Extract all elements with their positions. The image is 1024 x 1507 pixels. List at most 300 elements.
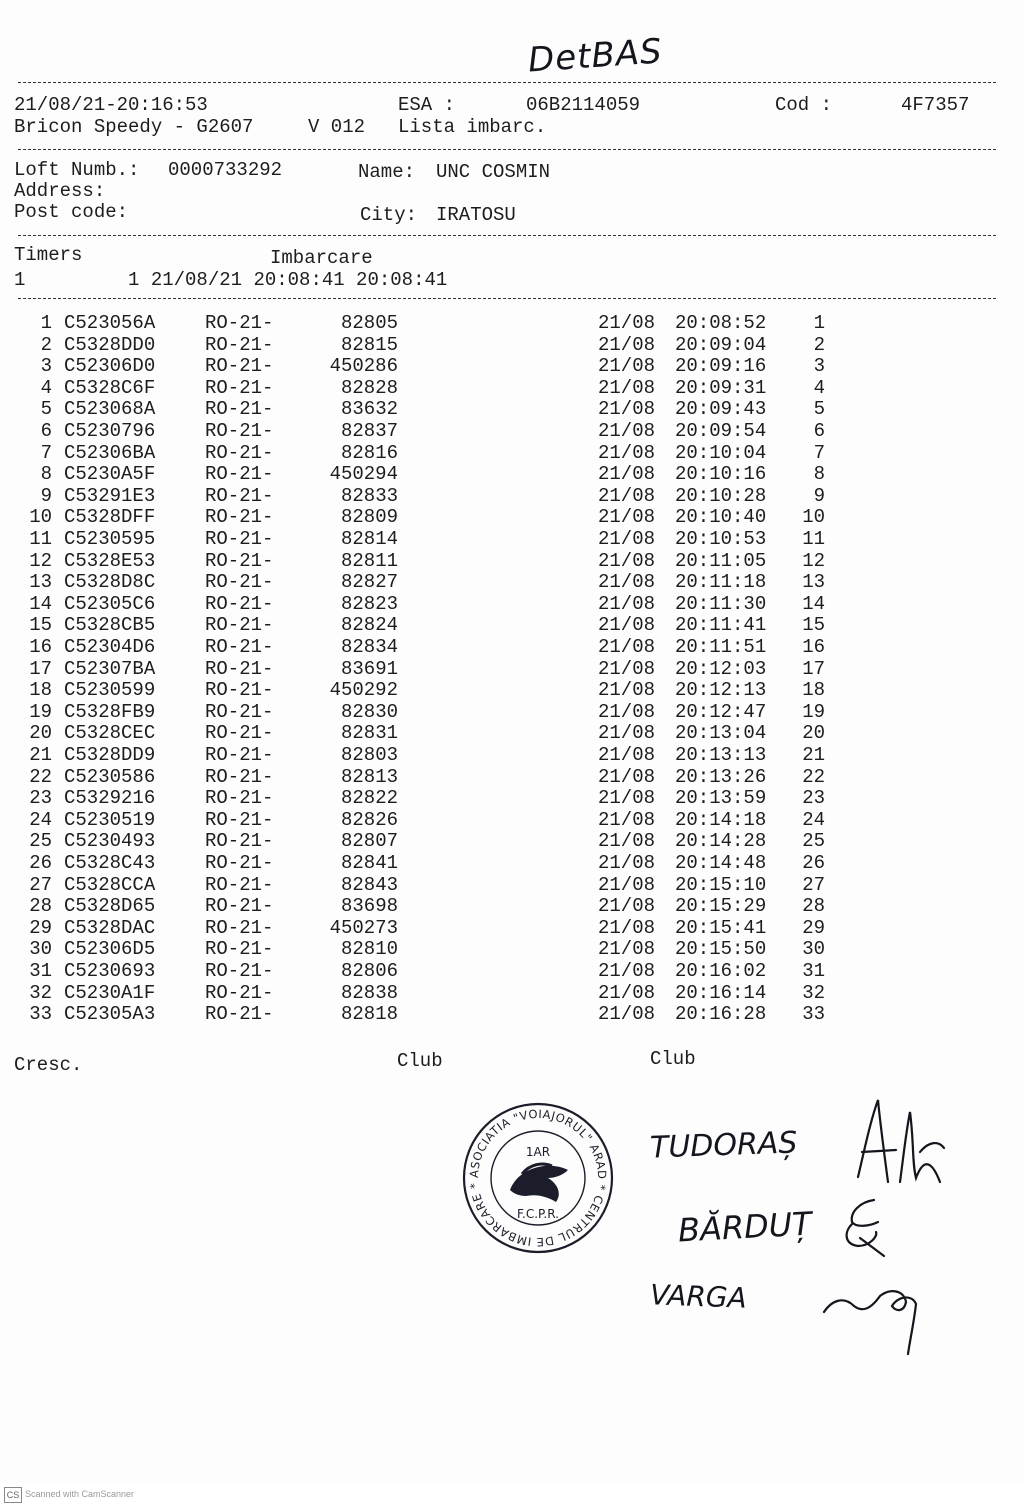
table-row xyxy=(0,831,1024,853)
basketing-date: 21/08 xyxy=(598,420,656,442)
basketing-date: 21/08 xyxy=(598,636,656,658)
table-row xyxy=(0,507,1024,529)
ring-number: 83632 xyxy=(340,398,398,421)
rank-number: 30 xyxy=(802,938,825,961)
post-code-label: Post code: xyxy=(14,201,129,223)
basketing-time: 20:15:29 xyxy=(675,895,767,918)
ring-prefix: RO-21- xyxy=(205,376,274,399)
table-row xyxy=(0,745,1024,767)
row-number: 24 xyxy=(29,808,52,831)
table-row xyxy=(0,637,1024,659)
ring-code: C5230599 xyxy=(64,679,156,702)
basketing-time: 20:13:13 xyxy=(675,744,767,766)
basketing-time: 20:09:04 xyxy=(675,333,767,356)
ring-code: C5328D65 xyxy=(64,895,156,918)
ring-prefix: RO-21- xyxy=(205,765,274,788)
rank-number: 10 xyxy=(802,506,825,529)
ring-code: C5328FB9 xyxy=(64,700,156,723)
rank-number: 27 xyxy=(802,873,825,896)
table-row xyxy=(0,464,1024,486)
rank-number: 2 xyxy=(813,333,825,356)
cod-value: 4F7357 xyxy=(901,94,970,116)
basketing-time: 20:13:59 xyxy=(675,787,767,810)
basketing-time: 20:10:28 xyxy=(675,484,767,507)
ring-code: C53291E3 xyxy=(64,484,156,507)
row-number: 3 xyxy=(40,355,52,378)
basketing-date: 21/08 xyxy=(598,960,656,982)
basketing-time: 20:08:52 xyxy=(675,312,767,334)
ring-number: 82824 xyxy=(340,614,398,637)
basketing-date: 21/08 xyxy=(598,333,656,356)
basketing-date: 21/08 xyxy=(598,398,656,421)
basketing-time: 20:11:41 xyxy=(675,614,767,637)
basketing-date: 21/08 xyxy=(598,700,656,723)
basketing-date: 21/08 xyxy=(598,376,656,399)
svg-text:1AR: 1AR xyxy=(525,1145,551,1159)
basketing-date: 21/08 xyxy=(598,744,656,766)
city-label: City: xyxy=(360,204,418,226)
ring-code: C5328CEC xyxy=(64,722,156,745)
esa-label: ESA : xyxy=(398,94,456,116)
table-row xyxy=(0,702,1024,724)
rank-number: 19 xyxy=(802,700,825,723)
rank-number: 18 xyxy=(802,679,825,702)
rank-number: 17 xyxy=(802,657,825,680)
basketing-date: 21/08 xyxy=(598,765,656,788)
rank-number: 22 xyxy=(802,765,825,788)
basketing-date: 21/08 xyxy=(598,916,656,939)
table-row xyxy=(0,615,1024,637)
ring-number: 82815 xyxy=(340,333,398,356)
rank-number: 28 xyxy=(802,895,825,918)
ring-prefix: RO-21- xyxy=(205,895,274,918)
rank-number: 21 xyxy=(802,744,825,766)
table-row xyxy=(0,378,1024,400)
basketing-time: 20:12:13 xyxy=(675,679,767,702)
ring-prefix: RO-21- xyxy=(205,1003,274,1026)
basketing-time: 20:11:51 xyxy=(675,636,767,658)
basketing-time: 20:13:26 xyxy=(675,765,767,788)
device-version: V 012 xyxy=(308,116,366,138)
ring-prefix: RO-21- xyxy=(205,312,274,334)
camscanner-logo: CS xyxy=(4,1487,22,1503)
ring-code: C52307BA xyxy=(64,657,156,680)
ring-code: C5328D8C xyxy=(64,571,156,594)
table-row xyxy=(0,788,1024,810)
ring-prefix: RO-21- xyxy=(205,333,274,356)
basketing-date: 21/08 xyxy=(598,852,656,874)
ring-code: C5329216 xyxy=(64,787,156,810)
rank-number: 11 xyxy=(802,528,825,550)
ring-code: C52306BA xyxy=(64,441,156,464)
ring-code: C5328DFF xyxy=(64,506,156,529)
table-row xyxy=(0,421,1024,443)
basketing-date: 21/08 xyxy=(598,873,656,896)
rank-number: 13 xyxy=(802,571,825,594)
ring-prefix: RO-21- xyxy=(205,916,274,939)
table-row xyxy=(0,896,1024,918)
ring-code: C5328DD9 xyxy=(64,744,156,766)
list-title: Lista imbarc. xyxy=(398,116,547,138)
ring-prefix: RO-21- xyxy=(205,571,274,594)
ring-number: 82807 xyxy=(340,830,398,853)
basketing-time: 20:11:05 xyxy=(675,549,767,572)
city-value: IRATOSU xyxy=(436,204,516,226)
row-number: 17 xyxy=(29,657,52,680)
basketing-date: 21/08 xyxy=(598,1003,656,1026)
row-number: 10 xyxy=(29,506,52,529)
ring-prefix: RO-21- xyxy=(205,830,274,853)
ring-number: 83691 xyxy=(340,657,398,680)
row-number: 19 xyxy=(29,700,52,723)
cresc-label: Cresc. xyxy=(14,1054,83,1076)
ring-number: 82841 xyxy=(340,852,398,874)
basketing-date: 21/08 xyxy=(598,614,656,637)
basketing-date: 21/08 xyxy=(598,981,656,1004)
row-number: 14 xyxy=(29,592,52,615)
rank-number: 23 xyxy=(802,787,825,810)
ring-prefix: RO-21- xyxy=(205,420,274,442)
ring-prefix: RO-21- xyxy=(205,960,274,982)
basketing-date: 21/08 xyxy=(598,506,656,529)
ring-code: C523068A xyxy=(64,398,156,421)
row-number: 25 xyxy=(29,830,52,853)
ring-prefix: RO-21- xyxy=(205,592,274,615)
row-number: 22 xyxy=(29,765,52,788)
ring-code: C5328C43 xyxy=(64,852,156,874)
ring-prefix: RO-21- xyxy=(205,722,274,745)
ring-number: 82809 xyxy=(340,506,398,529)
ring-number: 82828 xyxy=(340,376,398,399)
row-number: 26 xyxy=(29,852,52,874)
basketing-time: 20:16:02 xyxy=(675,960,767,982)
scanner-footer-strip xyxy=(0,1484,1024,1507)
ring-prefix: RO-21- xyxy=(205,657,274,680)
row-number: 8 xyxy=(40,463,52,486)
timers-label: Timers xyxy=(14,244,83,266)
ring-prefix: RO-21- xyxy=(205,744,274,766)
ring-code: C5230796 xyxy=(64,420,156,442)
table-row xyxy=(0,853,1024,875)
rank-number: 4 xyxy=(813,376,825,399)
ring-number: 450273 xyxy=(329,916,398,939)
basketing-date: 21/08 xyxy=(598,787,656,810)
divider xyxy=(18,82,996,83)
ring-prefix: RO-21- xyxy=(205,484,274,507)
table-row xyxy=(0,767,1024,789)
basketing-time: 20:14:48 xyxy=(675,852,767,874)
basketing-time: 20:11:18 xyxy=(675,571,767,594)
owner-name: UNC COSMIN xyxy=(436,161,551,183)
table-row xyxy=(0,723,1024,745)
address-label: Address: xyxy=(14,180,106,202)
signature-name-2: BĂRDUȚ xyxy=(677,1204,813,1250)
row-number: 21 xyxy=(29,744,52,766)
row-number: 33 xyxy=(29,1003,52,1026)
basketing-time: 20:09:16 xyxy=(675,355,767,378)
club-label-2: Club xyxy=(650,1048,696,1070)
table-row xyxy=(0,659,1024,681)
rank-number: 8 xyxy=(813,463,825,486)
table-row xyxy=(0,443,1024,465)
ring-number: 82816 xyxy=(340,441,398,464)
svg-text:ASOCIATIA "VOIAJORUL" ARAD * C: ASOCIATIA "VOIAJORUL" ARAD * CENTRUL DE IMBARCARE * xyxy=(466,1106,610,1250)
rank-number: 12 xyxy=(802,549,825,572)
basketing-date: 21/08 xyxy=(598,549,656,572)
table-row xyxy=(0,961,1024,983)
basketing-time: 20:14:28 xyxy=(675,830,767,853)
row-number: 16 xyxy=(29,636,52,658)
row-number: 32 xyxy=(29,981,52,1004)
rank-number: 3 xyxy=(813,355,825,378)
rank-number: 15 xyxy=(802,614,825,637)
rank-number: 20 xyxy=(802,722,825,745)
ring-code: C5230693 xyxy=(64,960,156,982)
ring-prefix: RO-21- xyxy=(205,808,274,831)
basketing-time: 20:09:31 xyxy=(675,376,767,399)
ring-prefix: RO-21- xyxy=(205,938,274,961)
ring-prefix: RO-21- xyxy=(205,636,274,658)
ring-prefix: RO-21- xyxy=(205,549,274,572)
ring-number: 82827 xyxy=(340,571,398,594)
rank-number: 26 xyxy=(802,852,825,874)
table-row xyxy=(0,594,1024,616)
ring-prefix: RO-21- xyxy=(205,852,274,874)
esa-value: 06B2114059 xyxy=(526,94,641,116)
ring-code: C5230519 xyxy=(64,808,156,831)
basketing-time: 20:10:40 xyxy=(675,506,767,529)
rank-number: 33 xyxy=(802,1003,825,1026)
basketing-date: 21/08 xyxy=(598,592,656,615)
divider xyxy=(18,149,996,150)
ring-number: 82833 xyxy=(340,484,398,507)
loft-number: 0000733292 xyxy=(168,159,283,181)
name-label: Name: xyxy=(358,161,416,183)
table-row xyxy=(0,399,1024,421)
basketing-date: 21/08 xyxy=(598,830,656,853)
basketing-time: 20:12:03 xyxy=(675,657,767,680)
basketing-time: 20:09:43 xyxy=(675,398,767,421)
row-number: 1 xyxy=(40,312,52,334)
ring-prefix: RO-21- xyxy=(205,787,274,810)
table-row xyxy=(0,572,1024,594)
ring-code: C5230595 xyxy=(64,528,156,550)
ring-number: 82837 xyxy=(340,420,398,442)
ring-number: 82805 xyxy=(340,312,398,334)
ring-code: C5230586 xyxy=(64,765,156,788)
rank-number: 16 xyxy=(802,636,825,658)
ring-prefix: RO-21- xyxy=(205,873,274,896)
ring-number: 82826 xyxy=(340,808,398,831)
basketing-time: 20:16:28 xyxy=(675,1003,767,1026)
imbarcare-label: Imbarcare xyxy=(270,247,373,269)
ring-number: 450294 xyxy=(329,463,398,486)
ring-number: 82813 xyxy=(340,765,398,788)
basketing-time: 20:16:14 xyxy=(675,981,767,1004)
ring-code: C523056A xyxy=(64,312,156,334)
row-number: 13 xyxy=(29,571,52,594)
basketing-date: 21/08 xyxy=(598,441,656,464)
basketing-date: 21/08 xyxy=(598,571,656,594)
ring-number: 82810 xyxy=(340,938,398,961)
signature-mark-2 xyxy=(830,1192,900,1262)
basketing-time: 20:10:04 xyxy=(675,441,767,464)
ring-code: C52305C6 xyxy=(64,592,156,615)
ring-prefix: RO-21- xyxy=(205,614,274,637)
basketing-time: 20:15:41 xyxy=(675,916,767,939)
ring-code: C5230A1F xyxy=(64,981,156,1004)
ring-number: 82818 xyxy=(340,1003,398,1026)
ring-number: 82831 xyxy=(340,722,398,745)
basketing-date: 21/08 xyxy=(598,355,656,378)
rank-number: 25 xyxy=(802,830,825,853)
ring-number: 82823 xyxy=(340,592,398,615)
ring-number: 82803 xyxy=(340,744,398,766)
row-number: 28 xyxy=(29,895,52,918)
row-number: 15 xyxy=(29,614,52,637)
basketing-time: 20:15:50 xyxy=(675,938,767,961)
rank-number: 9 xyxy=(813,484,825,507)
basketing-time: 20:09:54 xyxy=(675,420,767,442)
ring-number: 82843 xyxy=(340,873,398,896)
ring-code: C5230493 xyxy=(64,830,156,853)
ring-prefix: RO-21- xyxy=(205,700,274,723)
ring-number: 82811 xyxy=(340,549,398,572)
ring-number: 83698 xyxy=(340,895,398,918)
device-name: Bricon Speedy - G2607 xyxy=(14,116,254,138)
basketing-time: 20:12:47 xyxy=(675,700,767,723)
table-row xyxy=(0,680,1024,702)
table-row xyxy=(0,529,1024,551)
ring-code: C52305A3 xyxy=(64,1003,156,1026)
club-stamp xyxy=(458,1098,618,1258)
table-row xyxy=(0,983,1024,1005)
row-number: 30 xyxy=(29,938,52,961)
ring-prefix: RO-21- xyxy=(205,355,274,378)
club-label-1: Club xyxy=(397,1050,443,1072)
signature-mark-3 xyxy=(820,1282,930,1362)
ring-prefix: RO-21- xyxy=(205,528,274,550)
row-number: 4 xyxy=(40,376,52,399)
table-row xyxy=(0,918,1024,940)
table-row xyxy=(0,810,1024,832)
ring-code: C5328CB5 xyxy=(64,614,156,637)
basketing-date: 21/08 xyxy=(598,312,656,334)
ring-number: 82834 xyxy=(340,636,398,658)
table-row xyxy=(0,551,1024,573)
basketing-date: 21/08 xyxy=(598,484,656,507)
ring-code: C52306D0 xyxy=(64,355,156,378)
ring-code: C5328DD0 xyxy=(64,333,156,356)
ring-number: 82814 xyxy=(340,528,398,550)
loft-label: Loft Numb.: xyxy=(14,159,140,181)
top-handwritten-annotation: DetBAS xyxy=(526,31,664,81)
ring-number: 450286 xyxy=(329,355,398,378)
basketing-time: 20:10:53 xyxy=(675,528,767,550)
ring-prefix: RO-21- xyxy=(205,398,274,421)
row-number: 31 xyxy=(29,960,52,982)
ring-number: 82806 xyxy=(340,960,398,982)
ring-prefix: RO-21- xyxy=(205,463,274,486)
rank-number: 7 xyxy=(813,441,825,464)
rank-number: 29 xyxy=(802,916,825,939)
rank-number: 32 xyxy=(802,981,825,1004)
timer-line: 1 1 21/08/21 20:08:41 20:08:41 xyxy=(14,269,448,291)
basketing-date: 21/08 xyxy=(598,895,656,918)
ring-code: C5328CCA xyxy=(64,873,156,896)
row-number: 9 xyxy=(40,484,52,507)
basketing-time: 20:13:04 xyxy=(675,722,767,745)
print-datetime: 21/08/21-20:16:53 xyxy=(14,94,208,116)
row-number: 18 xyxy=(29,679,52,702)
basketing-date: 21/08 xyxy=(598,528,656,550)
ring-number: 82822 xyxy=(340,787,398,810)
rank-number: 1 xyxy=(813,312,825,334)
ring-number: 450292 xyxy=(329,679,398,702)
row-number: 7 xyxy=(40,441,52,464)
row-number: 23 xyxy=(29,787,52,810)
rank-number: 14 xyxy=(802,592,825,615)
rank-number: 6 xyxy=(813,420,825,442)
row-number: 6 xyxy=(40,420,52,442)
basketing-time: 20:15:10 xyxy=(675,873,767,896)
basketing-date: 21/08 xyxy=(598,722,656,745)
ring-prefix: RO-21- xyxy=(205,506,274,529)
svg-text:F.C.P.R.: F.C.P.R. xyxy=(517,1207,559,1221)
divider xyxy=(18,235,996,236)
cod-label: Cod : xyxy=(775,94,833,116)
basketing-time: 20:14:18 xyxy=(675,808,767,831)
row-number: 27 xyxy=(29,873,52,896)
table-row xyxy=(0,313,1024,335)
rank-number: 24 xyxy=(802,808,825,831)
basketing-time: 20:11:30 xyxy=(675,592,767,615)
ring-code: C52306D5 xyxy=(64,938,156,961)
row-number: 20 xyxy=(29,722,52,745)
basketing-date: 21/08 xyxy=(598,657,656,680)
signature-mark-1 xyxy=(840,1092,950,1192)
row-number: 2 xyxy=(40,333,52,356)
ring-prefix: RO-21- xyxy=(205,441,274,464)
table-row xyxy=(0,1004,1024,1026)
rank-number: 31 xyxy=(802,960,825,982)
ring-code: C5328DAC xyxy=(64,916,156,939)
table-row xyxy=(0,486,1024,508)
basketing-date: 21/08 xyxy=(598,808,656,831)
row-number: 5 xyxy=(40,398,52,421)
signature-name-3: VARGA xyxy=(649,1278,748,1315)
row-number: 12 xyxy=(29,549,52,572)
ring-code: C5328C6F xyxy=(64,376,156,399)
basketing-date: 21/08 xyxy=(598,938,656,961)
ring-number: 82838 xyxy=(340,981,398,1004)
ring-prefix: RO-21- xyxy=(205,679,274,702)
ring-code: C52304D6 xyxy=(64,636,156,658)
rank-number: 5 xyxy=(813,398,825,421)
row-number: 11 xyxy=(29,528,52,550)
basketing-time: 20:10:16 xyxy=(675,463,767,486)
camscanner-watermark: Scanned with CamScanner xyxy=(25,1489,135,1499)
basketing-date: 21/08 xyxy=(598,463,656,486)
table-row xyxy=(0,335,1024,357)
divider xyxy=(18,298,996,299)
table-row xyxy=(0,356,1024,378)
table-row xyxy=(0,875,1024,897)
ring-code: C5230A5F xyxy=(64,463,156,486)
signature-name-1: TUDORAȘ xyxy=(649,1125,798,1166)
ring-number: 82830 xyxy=(340,700,398,723)
ring-code: C5328E53 xyxy=(64,549,156,572)
